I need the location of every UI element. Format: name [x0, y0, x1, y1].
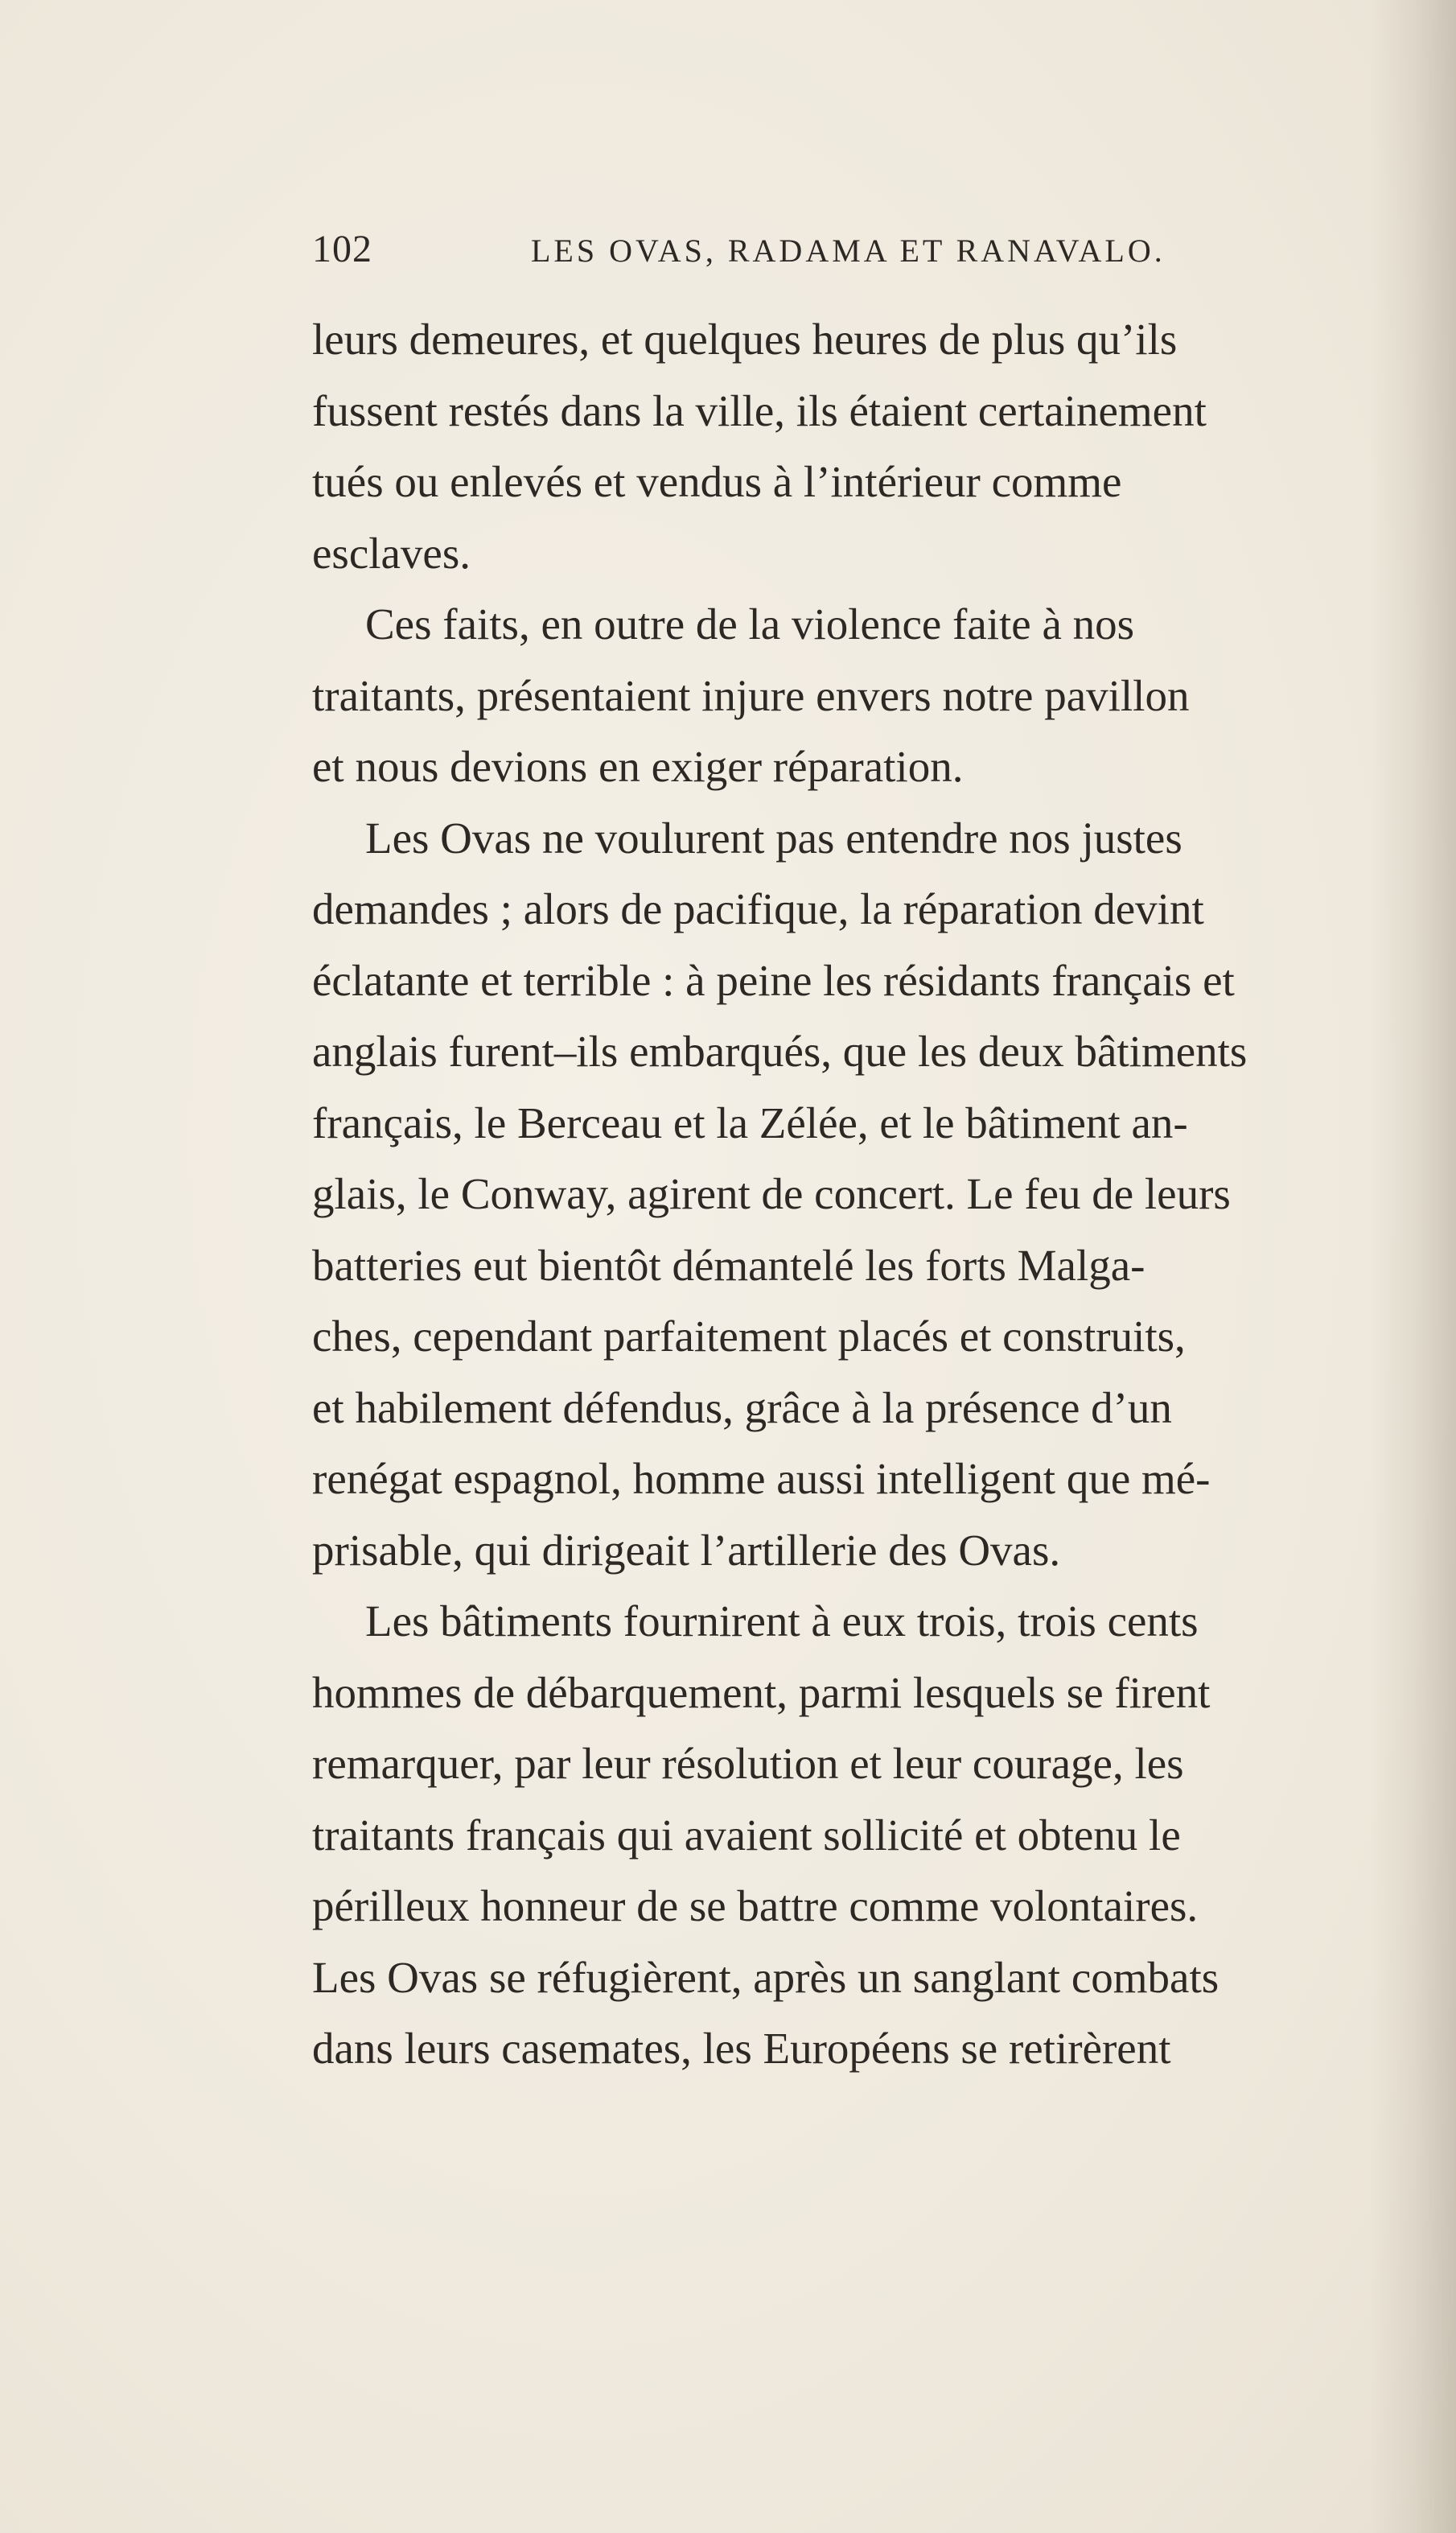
text-line: ches, cependant parfaitement placés et construits,	[312, 1312, 1186, 1361]
text-line: éclatante et terrible : à peine les résidants français et	[312, 955, 1235, 1005]
text-line: Les Ovas se réfugièrent, après un sanglant combats	[312, 1952, 1220, 2002]
text-line: demandes ; alors de pacifique, la réparation devint	[312, 884, 1204, 933]
text-line: traitants français qui avaient sollicité et obtenu le	[312, 1810, 1181, 1860]
text-line: tués ou enlevés et vendus à l’intérieur comme	[312, 457, 1122, 506]
page-header	[312, 227, 1221, 275]
text-line: hommes de débarquement, parmi lesquels se firent	[312, 1667, 1211, 1717]
text-line: anglais furent–ils embarqués, que les deux bâtiments	[312, 1027, 1248, 1076]
text-line: Les bâtiments fournirent à eux trois, trois cents	[365, 1596, 1199, 1645]
text-line: traitants, présentaient injure envers notre pavillon	[312, 670, 1190, 720]
running-title: LES OVAS, RADAMA ET RANAVALO.	[531, 233, 1166, 269]
text-line: Les Ovas ne voulurent pas entendre nos justes	[365, 813, 1182, 863]
text-line: et nous devions en exiger réparation.	[312, 742, 964, 791]
text-line: et habilement défendus, grâce à la présence d’un	[312, 1382, 1172, 1432]
text-line: périlleux honneur de se battre comme volontaires.	[312, 1881, 1199, 1930]
page-number: 102	[312, 228, 372, 270]
text-line: prisable, qui dirigeait l’artillerie des Ovas.	[312, 1525, 1061, 1575]
text-line: esclaves.	[312, 528, 471, 578]
text-line: renégat espagnol, homme aussi intelligent que mé-	[312, 1454, 1211, 1503]
text-line: remarquer, par leur résolution et leur courage, les	[312, 1739, 1184, 1788]
text-line: fussent restés dans la ville, ils étaient certainement	[312, 385, 1207, 435]
text-line: batteries eut bientôt démantelé les forts Malga-	[312, 1240, 1145, 1290]
text-line: leurs demeures, et quelques heures de plus qu’ils	[312, 315, 1178, 364]
text-line: français, le Berceau et la Zélée, et le bâtiment an-	[312, 1098, 1188, 1147]
text-line: Ces faits, en outre de la violence faite à nos	[365, 599, 1135, 649]
body-text	[312, 304, 1390, 2085]
text-line: dans leurs casemates, les Européens se retirèrent	[312, 2024, 1171, 2073]
text-line: glais, le Conway, agirent de concert. Le feu de leurs	[312, 1169, 1231, 1218]
